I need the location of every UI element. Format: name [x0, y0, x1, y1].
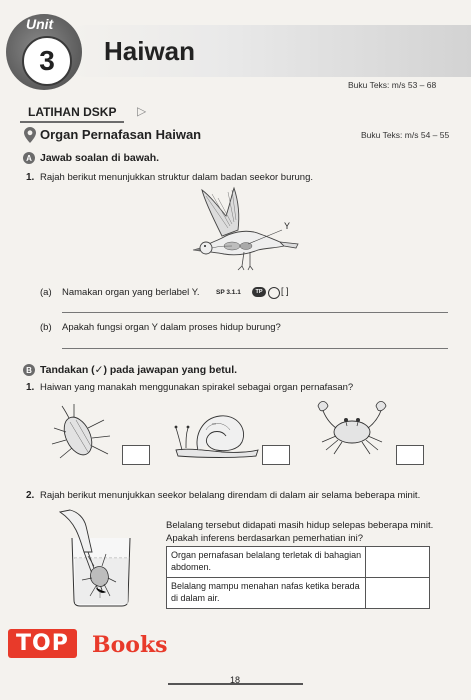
chevron-right-icon: ▷ [137, 104, 147, 118]
option-text: Organ pernafasan belalang terletak di bahagian abdomen. [167, 547, 366, 578]
part-a-instruction: Jawab soalan di bawah. [40, 152, 160, 164]
checkbox-snail[interactable] [262, 445, 290, 465]
question-a-label: (a) [40, 287, 52, 298]
part-b-q1-number: 1. [26, 382, 35, 393]
question-a-text: Namakan organ yang berlabel Y. [62, 287, 200, 298]
tp-circle-icon [268, 287, 280, 299]
option-row [167, 547, 430, 578]
part-a-q1-text: Rajah berikut menunjukkan struktur dalam badan seekor burung. [40, 172, 314, 183]
topbooks-logo-books: Books [92, 632, 168, 658]
part-b-q2-text: Rajah berikut menunjukkan seekor belalang direndam di dalam air selama beberapa minit. [40, 490, 421, 501]
question-b-label: (b) [40, 322, 52, 333]
location-pin-icon [24, 127, 36, 143]
option-checkbox[interactable] [366, 578, 430, 609]
textbook-ref-unit: Buku Teks: m/s 53 – 68 [348, 80, 437, 90]
options-table [166, 546, 430, 609]
part-b-q1-text: Haiwan yang manakah menggunakan spirakel sebagai organ pernafasan? [40, 382, 354, 393]
part-b-q2-number: 2. [26, 490, 35, 501]
sp-code: SP 3.1.1 [216, 289, 241, 296]
section-title: Organ Pernafasan Haiwan [40, 127, 202, 142]
checkbox-cockroach[interactable] [122, 445, 150, 465]
answer-line-a[interactable] [62, 312, 448, 313]
option-text: Belalang mampu menahan nafas ketika berada di dalam air. [167, 578, 366, 609]
question-b-text: Apakah fungsi organ Y dalam proses hidup burung? [62, 322, 281, 333]
q2-stem: Belalang tersebut didapati masih hidup selepas beberapa minit. Apakah inferens berdasarkan pemerhatian ini? [166, 520, 434, 544]
topbooks-logo-top: TOP [8, 629, 77, 658]
checkbox-crab[interactable] [396, 445, 424, 465]
page-title: Haiwan [104, 36, 196, 66]
tp-badge: TP [252, 287, 266, 297]
part-b-badge: B [23, 364, 35, 376]
tp-bracket: [ ] [281, 286, 289, 296]
part-b-instruction: Tandakan (✓) pada jawapan yang betul. [40, 364, 238, 376]
crab-illustration [314, 398, 390, 458]
snail-illustration [172, 406, 260, 462]
page-number: 18 [229, 675, 240, 685]
beaker-grasshopper-illustration [52, 508, 144, 608]
option-row [167, 578, 430, 609]
latihan-label: LATIHAN DSKP [28, 105, 117, 119]
latihan-tag [20, 103, 124, 123]
part-a-q1-number: 1. [26, 172, 35, 183]
label-y: Y [284, 221, 291, 231]
part-a-badge: A [23, 152, 35, 164]
cockroach-illustration [48, 400, 120, 460]
textbook-ref-section: Buku Teks: m/s 54 – 55 [361, 130, 450, 140]
answer-line-b[interactable] [62, 348, 448, 349]
unit-label: Unit [26, 16, 54, 32]
unit-number: 3 [22, 36, 72, 86]
option-checkbox[interactable] [366, 547, 430, 578]
